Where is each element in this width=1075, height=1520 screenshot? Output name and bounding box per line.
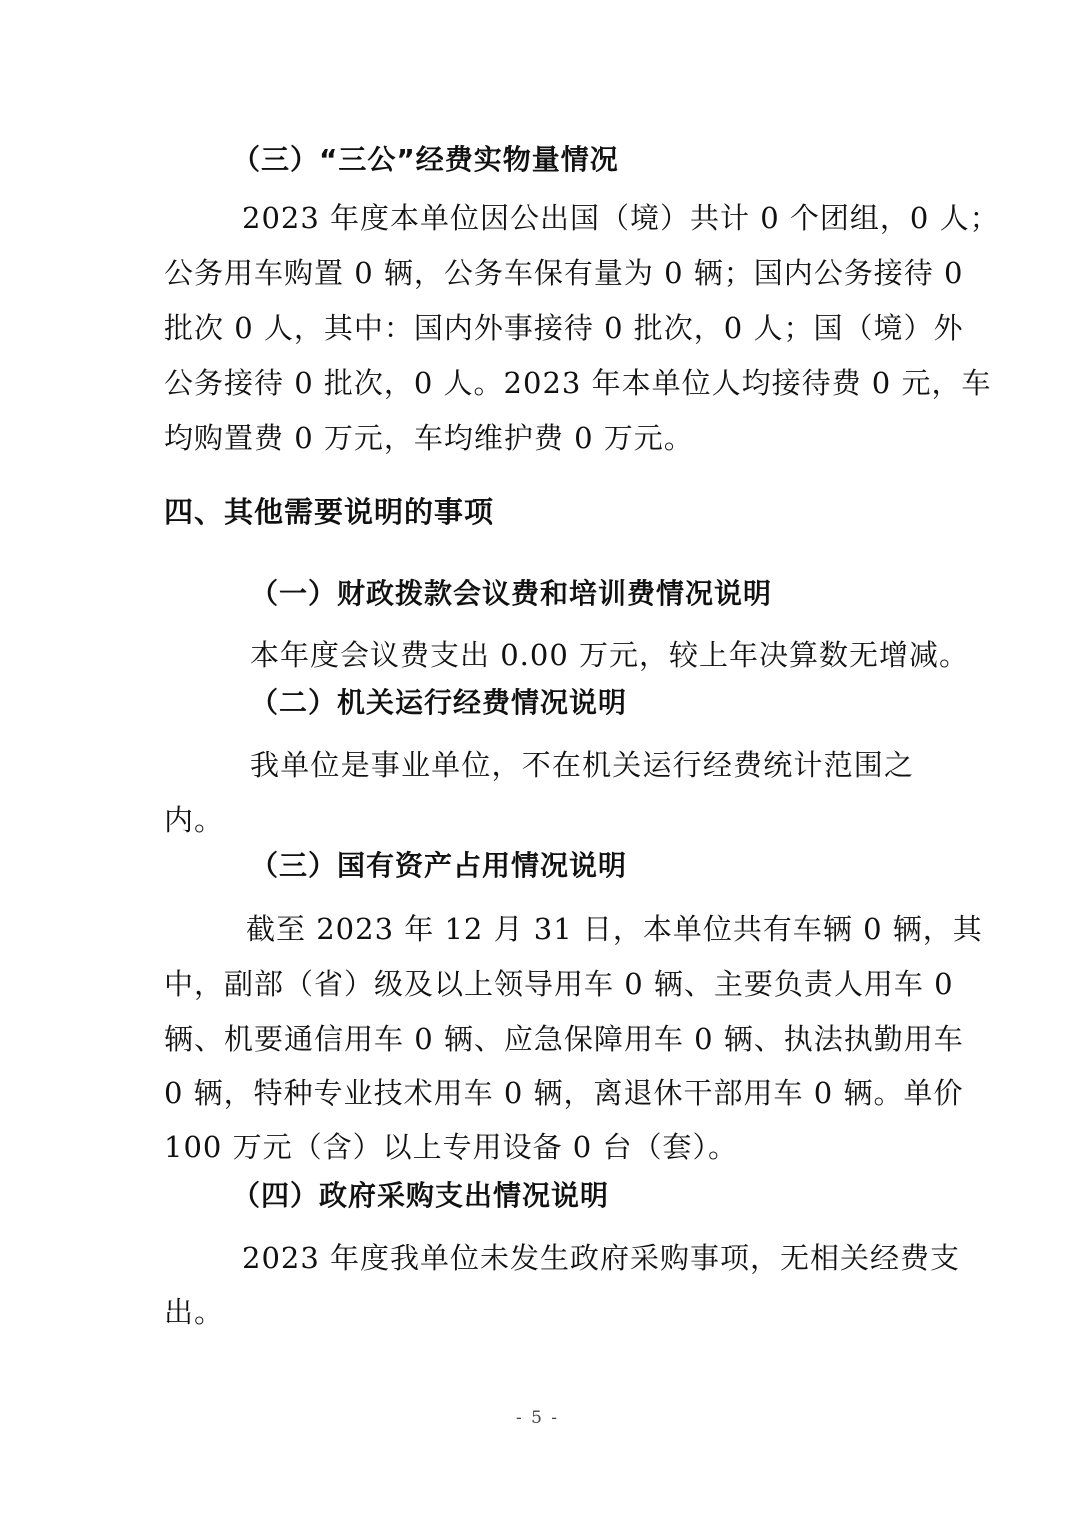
paragraph-line: 批次 0 人，其中：国内外事接待 0 批次，0 人；国（境）外 bbox=[164, 311, 964, 345]
paragraph-line: 本年度会议费支出 0.00 万元，较上年决算数无增减。 bbox=[250, 638, 970, 672]
page-number: - 5 - bbox=[515, 1408, 560, 1428]
paragraph-line: 公务用车购置 0 辆，公务车保有量为 0 辆；国内公务接待 0 bbox=[164, 256, 964, 290]
section-3-heading: （三）“三公”经费实物量情况 bbox=[232, 143, 619, 176]
part-4-heading: 四、其他需要说明的事项 bbox=[164, 495, 495, 529]
paragraph-line: 2023 年度本单位因公出国（境）共计 0 个团组，0 人； bbox=[242, 201, 1000, 235]
paragraph-line: 2023 年度我单位未发生政府采购事项，无相关经费支 bbox=[242, 1241, 961, 1275]
paragraph-line: 出。 bbox=[164, 1295, 225, 1329]
paragraph-line: 内。 bbox=[164, 803, 225, 837]
sub-3-heading: （三）国有资产占用情况说明 bbox=[250, 849, 628, 882]
sub-1-heading: （一）财政拨款会议费和培训费情况说明 bbox=[250, 577, 773, 610]
paragraph-line: 中，副部（省）级及以上领导用车 0 辆、主要负责人用车 0 bbox=[164, 967, 954, 1001]
paragraph-line: 我单位是事业单位，不在机关运行经费统计范围之 bbox=[250, 748, 914, 782]
paragraph-line: 均购置费 0 万元，车均维护费 0 万元。 bbox=[164, 421, 694, 455]
paragraph-line: 0 辆，特种专业技术用车 0 辆，离退休干部用车 0 辆。单价 bbox=[164, 1076, 964, 1110]
paragraph-line: 100 万元（含）以上专用设备 0 台（套）。 bbox=[164, 1130, 738, 1164]
paragraph-line: 截至 2023 年 12 月 31 日，本单位共有车辆 0 辆，其 bbox=[246, 912, 983, 946]
sub-4-heading: （四）政府采购支出情况说明 bbox=[232, 1179, 610, 1212]
paragraph-line: 辆、机要通信用车 0 辆、应急保障用车 0 辆、执法执勤用车 bbox=[164, 1022, 964, 1056]
paragraph-line: 公务接待 0 批次，0 人。2023 年本单位人均接待费 0 元，车 bbox=[164, 366, 992, 400]
sub-2-heading: （二）机关运行经费情况说明 bbox=[250, 686, 628, 719]
